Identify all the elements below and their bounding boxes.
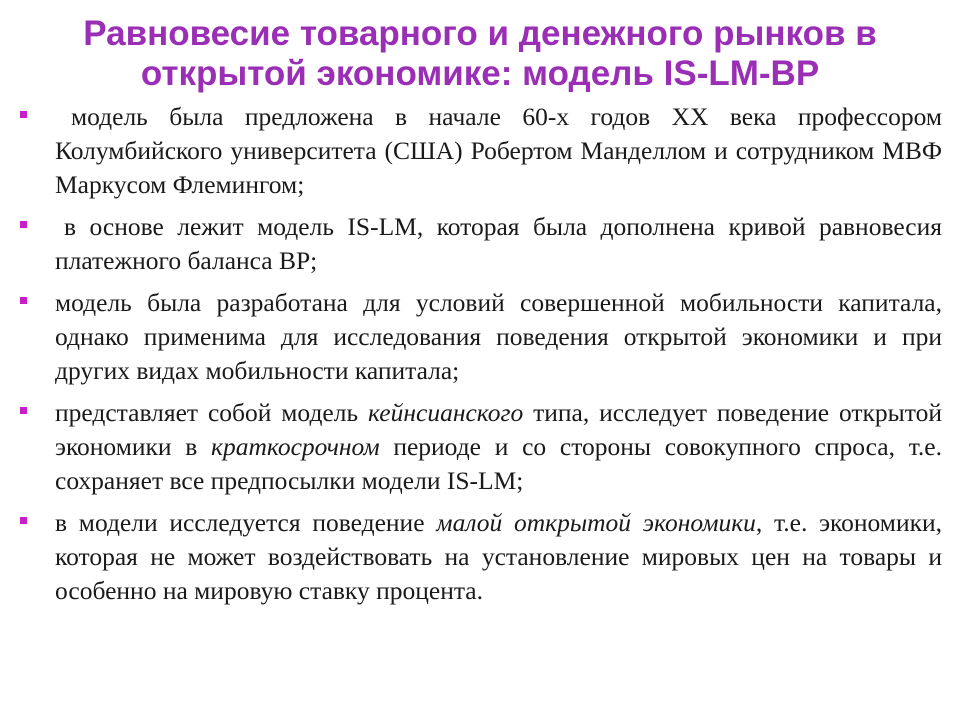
bullet-text: в основе лежит модель IS-LM, которая была дополнена кривой равновесия платежного баланса BP; <box>55 212 942 275</box>
bullet-item-keynesian <box>20 396 942 498</box>
bullet-text: модель была предложена в начале 60-х годов XX века профессором Колумбийского университета (США) Робертом Манделлом и сотрудником МВФ Маркусом Флемингом; <box>55 102 942 199</box>
bullet-italic-term: кейнсианского <box>368 398 524 427</box>
slide-title <box>30 14 930 94</box>
square-bullet-icon <box>20 111 27 118</box>
slide-title-line-1: Равновесие товарного и денежного рынков в <box>83 14 877 53</box>
square-bullet-icon <box>20 407 27 414</box>
bullet-text-part: в модели исследуется поведение <box>55 508 437 537</box>
square-bullet-icon <box>20 297 27 304</box>
bullet-item-small-open-economy <box>20 506 942 608</box>
bullet-item-origin <box>20 100 942 202</box>
bullet-item-capital-mobility <box>20 286 942 388</box>
bullet-italic-term: малой открытой экономики <box>436 508 756 537</box>
bullet-text-part: периоде и со стороны совокупного спроса, т.е. сохраняет все предпосылки модели IS-LM; <box>55 432 942 495</box>
bullet-item-basis <box>20 210 942 278</box>
bullet-text-part: представляет собой модель <box>55 398 368 427</box>
bullet-italic-term: краткосрочном <box>211 432 380 461</box>
bullet-list <box>20 100 942 616</box>
bullet-text: модель была разработана для условий совершенной мобильности капитала, однако применима для исследования поведения открытой экономики и при других видах мобильности капитала; <box>55 288 942 385</box>
square-bullet-icon <box>20 221 27 228</box>
slide-title-line-2: открытой экономике: модель IS-LM-BP <box>140 54 820 93</box>
bullet-text-part: , т.е. экономики, которая не может воздействовать на установление мировых цен на товары и особенно на мировую ставку процента. <box>55 508 942 605</box>
bullet-text-part: типа, исследует поведение открытой экономики в <box>55 398 942 461</box>
square-bullet-icon <box>20 517 27 524</box>
